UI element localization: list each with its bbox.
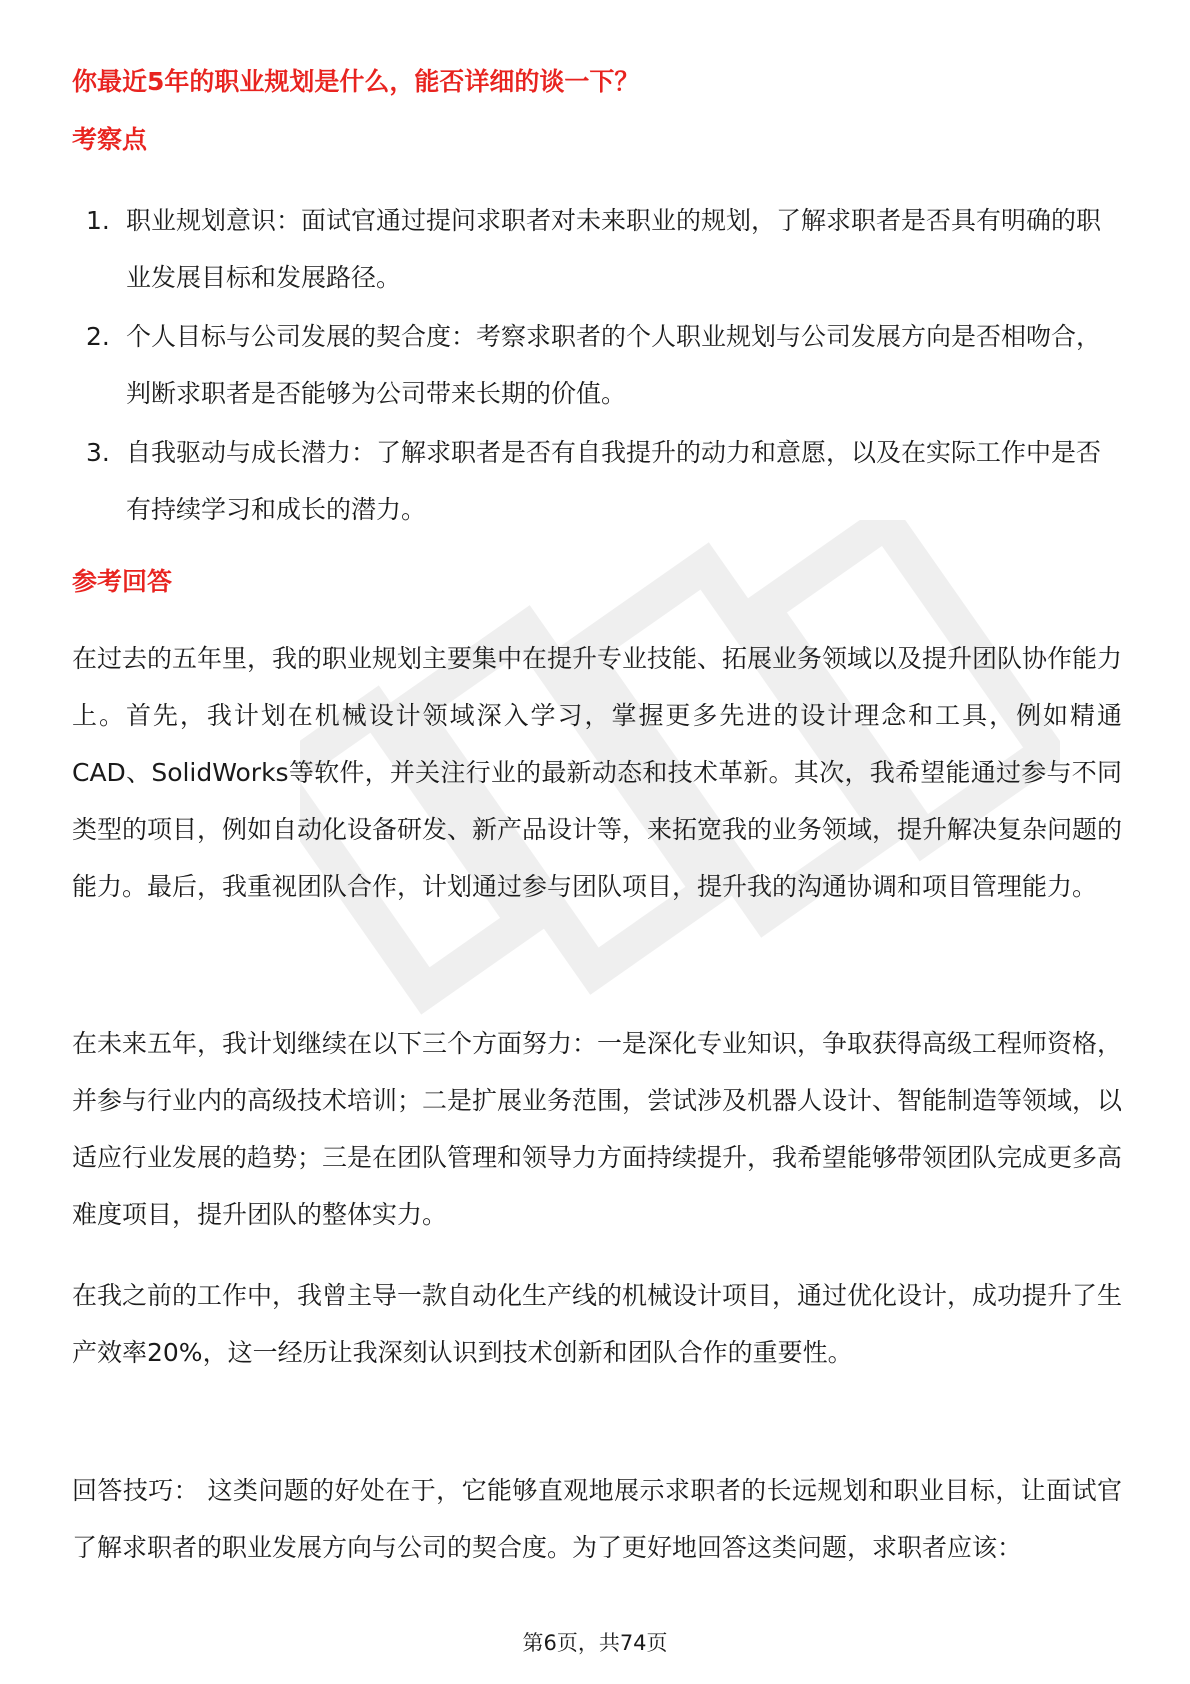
page-number-footer: 第6页，共74页 [522,1631,668,1655]
list-item [72,308,1122,422]
list-item-text: 自我驱动与成长潜力：了解求职者是否有自我提升的动力和意愿，以及在实际工作中是否有持续学习和成长的潜力。 [126,438,1102,524]
answer-section-title: 参考回答 [72,567,173,596]
question-heading: 你最近5年的职业规划是什么，能否详细的谈一下？ [72,67,640,96]
answer-tips-paragraph: 回答技巧： 这类问题的好处在于，它能够直观地展示求职者的长远规划和职业目标，让面试官了解求职者的职业发展方向与公司的契合度。为了更好地回答这类问题，求职者应该： [72,1476,1122,1562]
list-item-number: 3. [86,438,110,467]
list-item-number: 1. [86,206,110,235]
focus-section-title: 考察点 [72,125,148,154]
list-item-number: 2. [86,322,110,351]
focus-points-list [72,192,1122,540]
list-item-text: 职业规划意识：面试官通过提问求职者对未来职业的规划，了解求职者是否具有明确的职业发展目标和发展路径。 [126,206,1102,292]
answer-paragraph: 在过去的五年里，我的职业规划主要集中在提升专业技能、拓展业务领域以及提升团队协作能力上。首先，我计划在机械设计领域深入学习，掌握更多先进的设计理念和工具，例如精通CAD、SolidWorks等软件，并关注行业的最新动态和技术革新。其次，我希望能通过参与不同类型的项目，例如自动化设备研发、新产品设计等，来拓宽我的业务领域，提升解决复杂问题的能力。最后，我重视团队合作，计划通过参与团队项目，提升我的沟通协调和项目管理能力。 [72,644,1123,901]
list-item [72,424,1122,538]
answer-paragraph: 在未来五年，我计划继续在以下三个方面努力：一是深化专业知识，争取获得高级工程师资格，并参与行业内的高级技术培训；二是扩展业务范围，尝试涉及机器人设计、智能制造等领域，以适应行业发展的趋势；三是在团队管理和领导力方面持续提升，我希望能够带领团队完成更多高难度项目，提升团队的整体实力。 [72,1029,1123,1229]
list-item-text: 个人目标与公司发展的契合度：考察求职者的个人职业规划与公司发展方向是否相吻合，判断求职者是否能够为公司带来长期的价值。 [126,322,1102,408]
list-item [72,192,1122,306]
answer-paragraph: 在我之前的工作中，我曾主导一款自动化生产线的机械设计项目，通过优化设计，成功提升了生产效率20%，这一经历让我深刻认识到技术创新和团队合作的重要性。 [72,1281,1123,1367]
